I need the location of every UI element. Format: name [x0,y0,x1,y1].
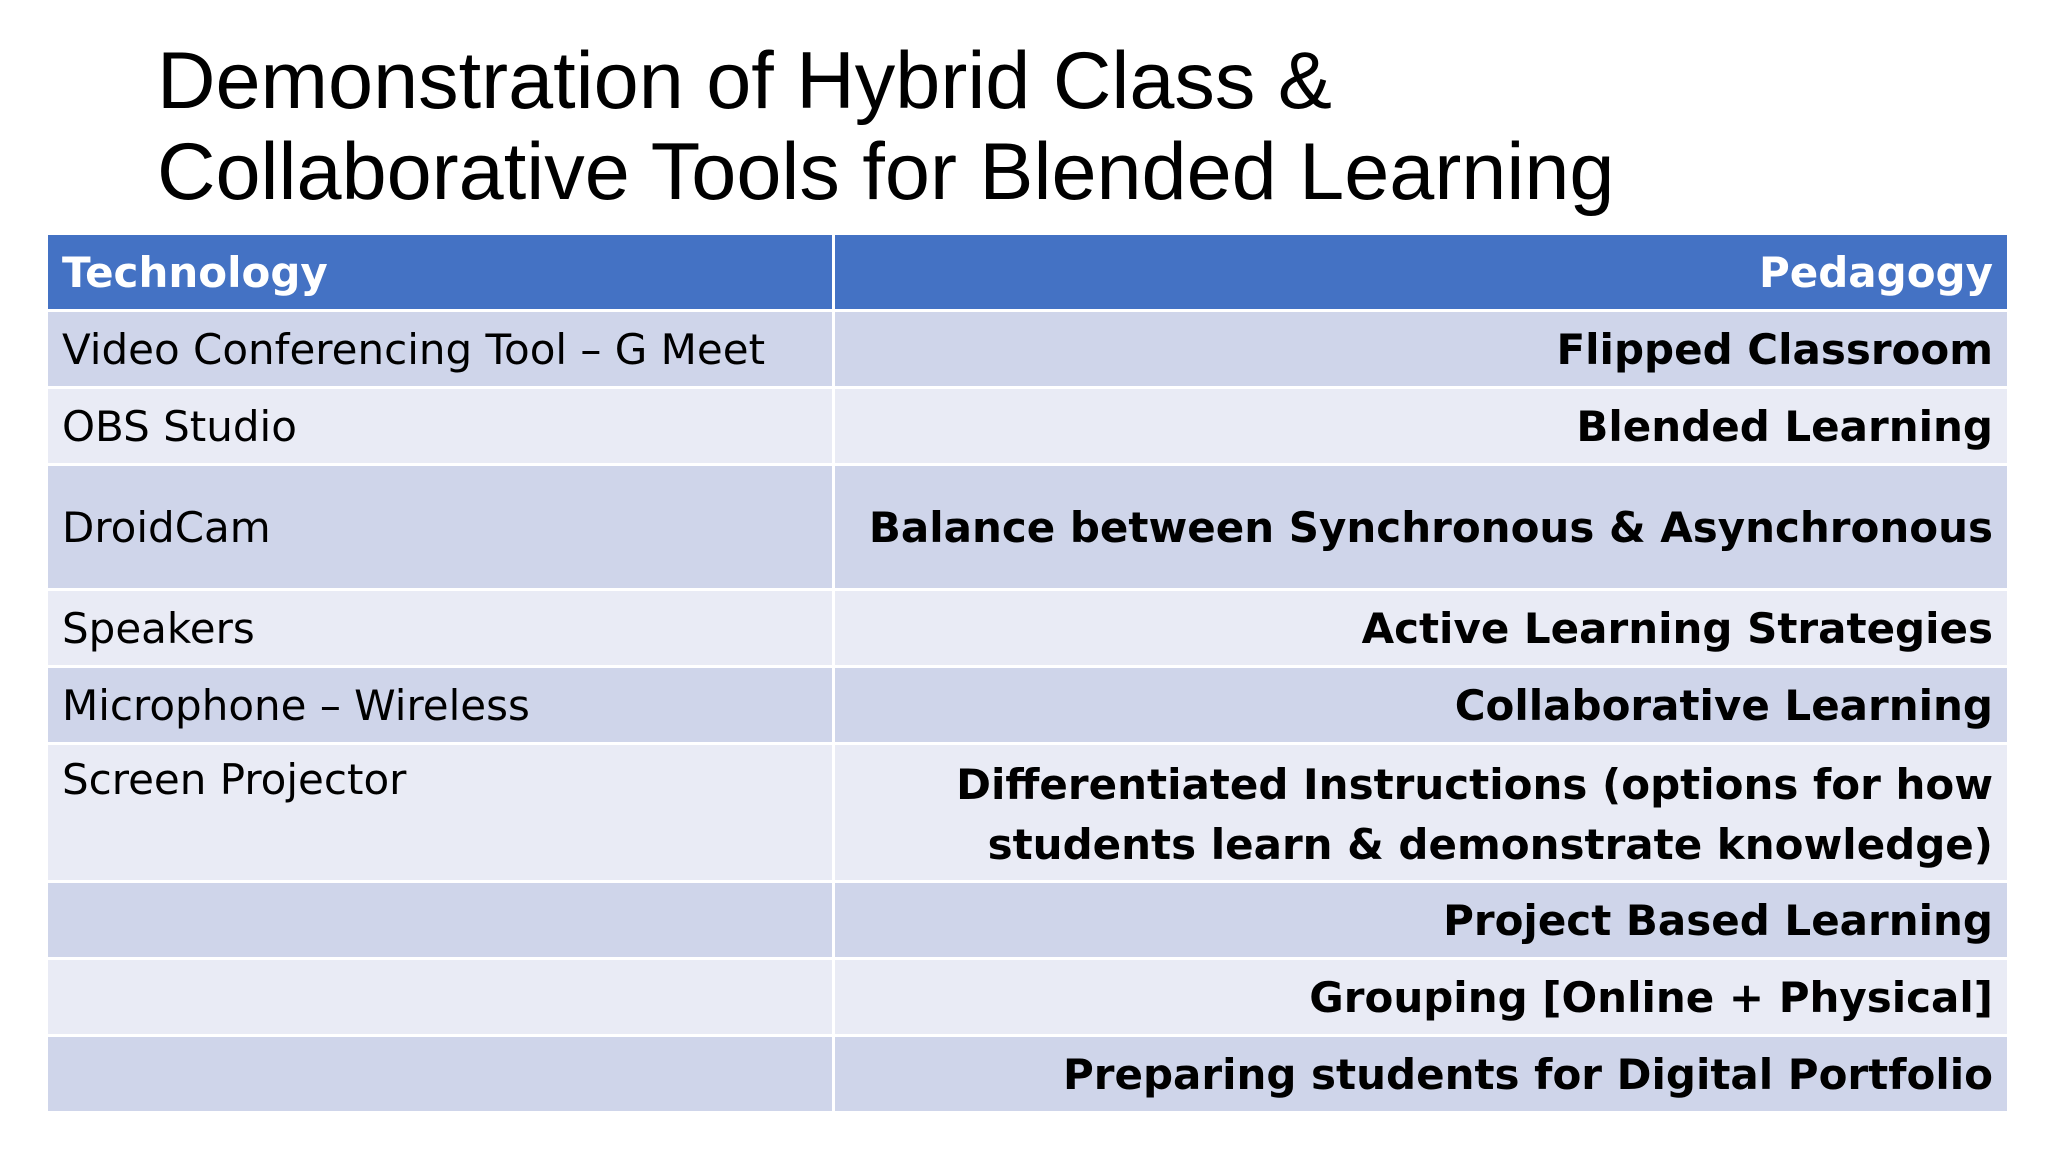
technology-cell: DroidCam [47,465,834,590]
table-row [47,959,2009,1036]
header-technology: Technology [47,234,834,311]
technology-cell [47,959,834,1036]
pedagogy-cell: Collaborative Learning [834,667,2009,744]
table-row [47,465,2009,590]
table-row [47,590,2009,667]
slide-title [157,36,1957,218]
header-pedagogy: Pedagogy [834,234,2009,311]
pedagogy-cell: Preparing students for Digital Portfolio [834,1036,2009,1113]
pedagogy-cell: Flipped Classroom [834,311,2009,388]
technology-cell: Screen Projector [47,744,834,882]
pedagogy-cell: Grouping [Online + Physical] [834,959,2009,1036]
technology-cell [47,1036,834,1113]
table-row [47,882,2009,959]
slide-title-line-2: Collaborative Tools for Blended Learning [157,127,1615,217]
technology-cell: Microphone – Wireless [47,667,834,744]
table-row [47,1036,2009,1113]
technology-cell: Video Conferencing Tool – G Meet [47,311,834,388]
technology-pedagogy-table [45,232,2010,1114]
pedagogy-cell: Differentiated Instructions (options for how students learn & demonstrate knowledge) [834,744,2009,882]
pedagogy-cell: Active Learning Strategies [834,590,2009,667]
table-row [47,744,2009,882]
technology-cell [47,882,834,959]
table-header-row [47,234,2009,311]
table-row [47,311,2009,388]
table-row [47,667,2009,744]
pedagogy-cell: Project Based Learning [834,882,2009,959]
slide-title-line-1: Demonstration of Hybrid Class & [157,36,1332,126]
pedagogy-cell: Blended Learning [834,388,2009,465]
technology-cell: Speakers [47,590,834,667]
technology-cell: OBS Studio [47,388,834,465]
table-row [47,388,2009,465]
pedagogy-cell: Balance between Synchronous & Asynchronous [834,465,2009,590]
